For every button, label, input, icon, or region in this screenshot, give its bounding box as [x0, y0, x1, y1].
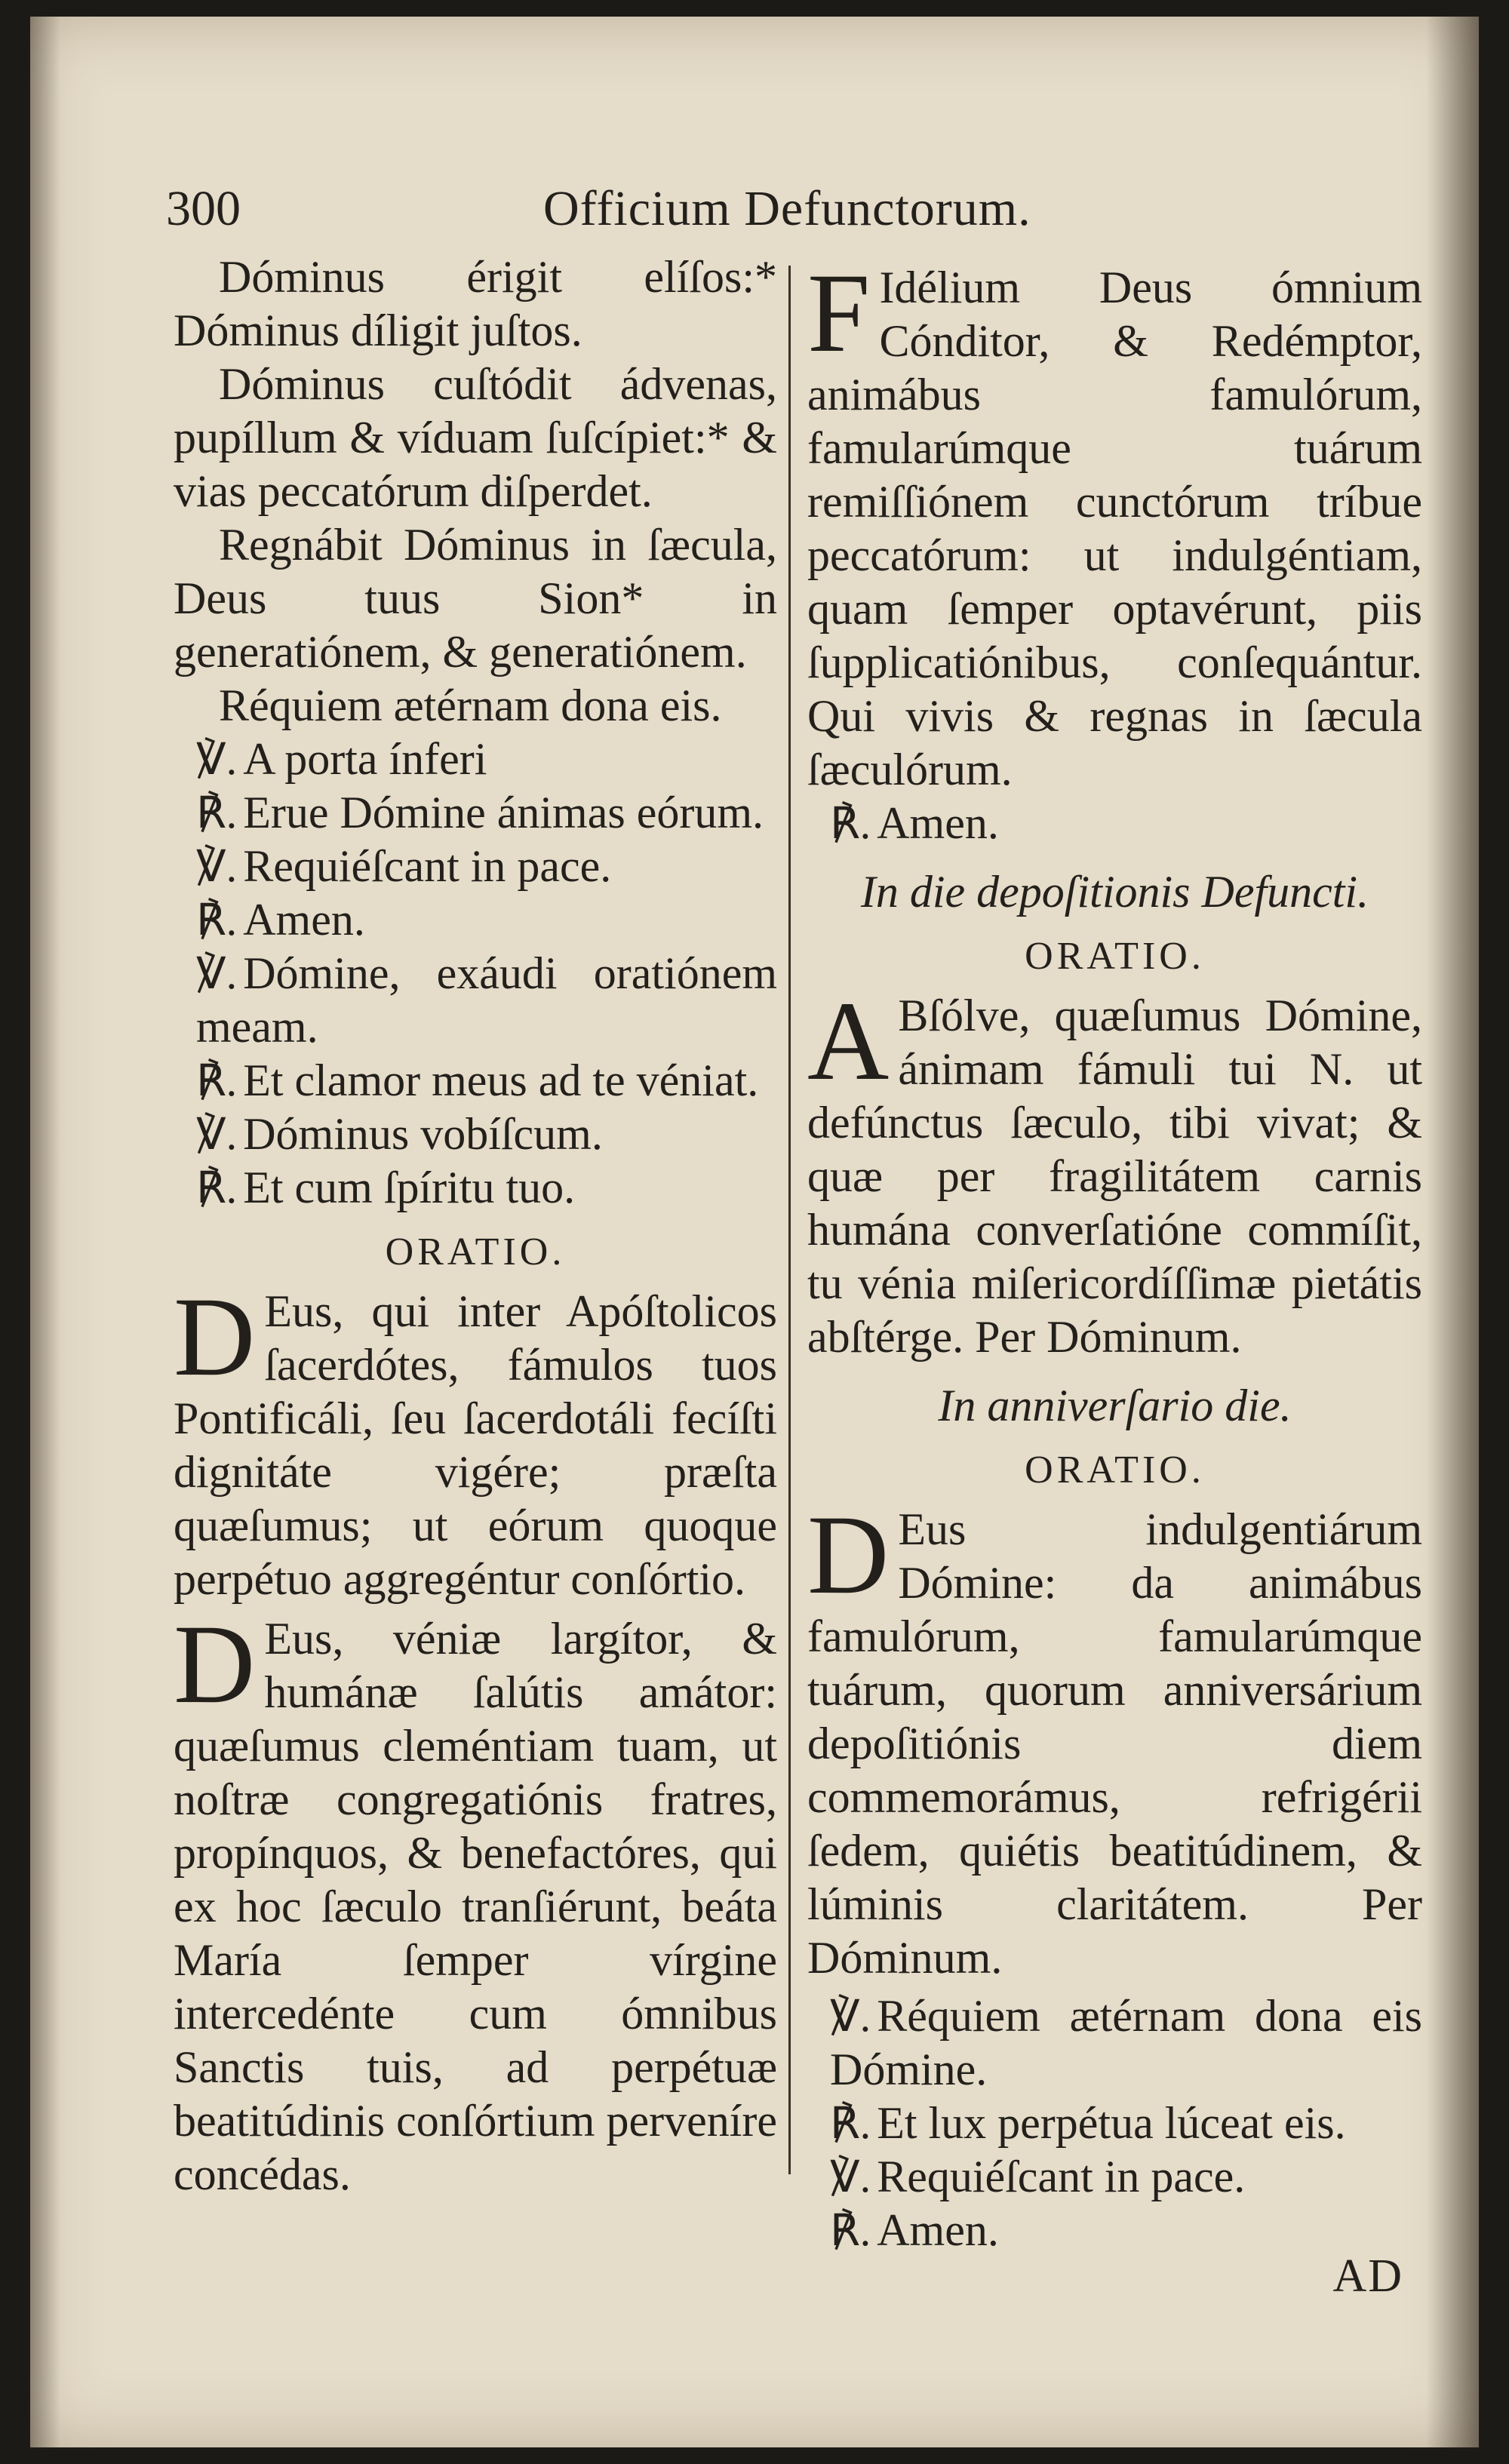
response-mark: ℟. [196, 896, 238, 945]
section-heading: In die depoſitionis Defuncti. [860, 867, 1369, 917]
versicle-text: Dómine, exáudi oratiónem meam. [196, 948, 777, 1052]
response-line [807, 797, 1422, 850]
requiem-verse: Réquiem ætérnam dona eis. [219, 681, 722, 730]
versicle-mark: ℣. [196, 1110, 238, 1159]
response-mark: ℟. [830, 799, 871, 848]
prayer-paragraph [174, 1602, 777, 2201]
drop-cap: A [807, 979, 890, 1104]
prayer-text: Eus, véniæ largítor, & humánæ ſalútis amátor: quæſumus cleméntiam tuam, ut noſtræ congregatiónis fratres, propínquos, & benefactóres, qui ex hoc ſæculo tranſiérunt, beáta María ſemper vírgine intercedénte cum ómnibus Sanctis tuis, ad perpétuæ beatitúdinis conſórtium perveníre concédas. [174, 1614, 777, 2199]
oratio-heading: ORATIO. [1025, 935, 1205, 978]
versicle-mark: ℣. [196, 949, 238, 998]
response-mark: ℟. [196, 1056, 238, 1105]
response-text: Amen. [243, 895, 365, 945]
prayer-paragraph [807, 1492, 1422, 1985]
response-line [174, 1161, 777, 1215]
drop-cap: D [174, 1602, 256, 1727]
response-text: Erue Dómine ánimas eórum. [243, 788, 764, 837]
versicle-text: Dóminus vobíſcum. [243, 1109, 603, 1159]
versicle-line [807, 1989, 1422, 2097]
drop-cap: F [807, 250, 871, 376]
prayer-text: Bſólve, quæſumus Dómine, ánimam fámuli tui N. ut defúnctus ſæculo, tibi vivat; & quæ per fragilitátem carnis humána converſatióne commíſit, tu vénia miſericordíſſimæ pietátis abſtérge. Per Dóminum. [807, 991, 1422, 1362]
versicle-line [174, 947, 777, 1054]
response-line [174, 786, 777, 840]
prayer-paragraph [807, 250, 1422, 797]
psalm-verse-2: Dóminus cuſtódit ádvenas, pupíllum & víduam ſuſcípiet:* & vias peccatórum diſperdet. [174, 359, 777, 516]
versicle-mark: ℣. [830, 2152, 871, 2201]
left-column [174, 250, 777, 2201]
oratio-heading: ORATIO. [1025, 1449, 1205, 1492]
response-text: Amen. [877, 798, 999, 848]
response-text: Et lux perpétua lúceat eis. [877, 2098, 1346, 2148]
column-divider [788, 266, 791, 2174]
versicle-text: Requiéſcant in pace. [877, 2152, 1246, 2201]
psalm-verse-1: Dóminus érigit elíſos:* Dóminus díligit juſtos. [174, 252, 777, 355]
versicle-mark: ℣. [196, 842, 238, 891]
versicle-text: Requiéſcant in pace. [243, 841, 612, 891]
response-text: Et cum ſpíritu tuo. [243, 1163, 576, 1212]
response-mark: ℟. [830, 2206, 871, 2255]
versicle-text: A porta ínferi [243, 734, 487, 784]
response-mark: ℟. [830, 2099, 871, 2148]
response-text: Et clamor meus ad te véniat. [243, 1055, 759, 1105]
versicle-line [807, 2150, 1422, 2204]
catchword: AD [1332, 2250, 1403, 2302]
versicle-mark: ℣. [196, 735, 238, 784]
book-page [30, 17, 1479, 2447]
section-heading: In anniverſario die. [938, 1381, 1292, 1430]
response-line [174, 893, 777, 947]
response-text: Amen. [877, 2205, 999, 2255]
drop-cap: D [174, 1274, 256, 1399]
prayer-paragraph [807, 979, 1422, 1364]
drop-cap: D [807, 1492, 890, 1618]
oratio-heading: ORATIO. [385, 1230, 566, 1273]
prayer-text: Eus, qui inter Apóſtolicos ſacerdótes, fámulos tuos Pontificáli, ſeu ſacerdotáli fecíſti dignitáte vigére; præſta quæſumus; ut eórum quoque perpétuo aggregéntur conſórtio. [174, 1286, 777, 1604]
versicle-line [174, 840, 777, 893]
right-column [807, 250, 1422, 2257]
page-number: 300 [166, 181, 241, 236]
prayer-paragraph [174, 1274, 777, 1606]
versicle-line [174, 733, 777, 786]
versicle-mark: ℣. [830, 1992, 871, 2041]
psalm-verse-3: Regnábit Dóminus in ſæcula, Deus tuus Sion* in generatiónem, & generatiónem. [174, 520, 777, 677]
response-line [174, 1054, 777, 1108]
response-mark: ℟. [196, 788, 238, 837]
prayer-text: Eus indulgentiárum Dómine: da animábus famulórum, famularúmque tuárum, quorum anniversárium depoſitiónis diem commemorámus, refrigérii ſedem, quiétis beatitúdinem, & lúminis claritátem. Per Dóminum. [807, 1504, 1422, 1983]
response-mark: ℟. [196, 1163, 238, 1212]
page-header [143, 171, 1411, 247]
response-line [807, 2097, 1422, 2150]
running-title: Officium Defunctorum. [543, 181, 1031, 236]
versicle-line [174, 1108, 777, 1161]
versicle-text: Réquiem ætérnam dona eis Dómine. [830, 1991, 1422, 2094]
prayer-text: Idélium Deus ómnium Cónditor, & Redémptor, animábus famulórum, famularúmque tuárum remiſſiónem cunctórum tríbue peccatórum: ut indulgéntiam, quam ſemper optavérunt, piis ſupplicatiónibus, conſequántur. Qui vivis & regnas in ſæcula ſæculórum. [807, 263, 1422, 794]
binding-shadow [1426, 17, 1479, 2447]
response-line [807, 2204, 1422, 2257]
page-left-edge [30, 17, 60, 2447]
